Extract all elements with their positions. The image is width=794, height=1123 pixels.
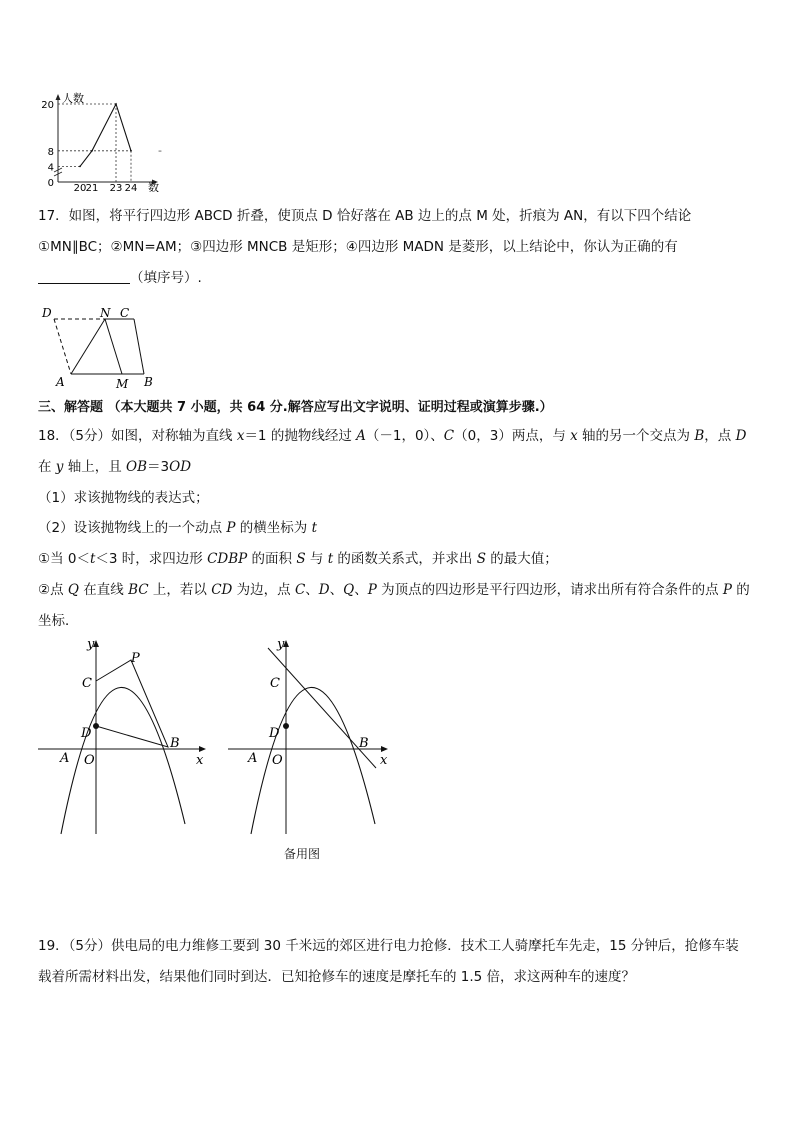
svg-text:A: A bbox=[248, 751, 258, 766]
label-B: B bbox=[144, 375, 153, 389]
chart-ylabel: 人数 bbox=[62, 92, 84, 105]
q18-line2: 在 y 轴上，且 OB＝3OD bbox=[38, 459, 192, 475]
q18-sub2-line2: 坐标． bbox=[38, 613, 79, 629]
label-M: M bbox=[116, 377, 129, 391]
section-title: 三、解答题 （本大题共 7 小题，共 64 分.解答应写出文字说明、证明过程或演算步骤.） bbox=[38, 400, 553, 415]
chart-y-tick: 4 bbox=[47, 162, 54, 174]
svg-text:P: P bbox=[131, 651, 140, 666]
chart-point bbox=[130, 150, 132, 152]
label-N: N bbox=[100, 306, 111, 320]
svg-text:O: O bbox=[84, 753, 95, 768]
chart-xlabel: 数 bbox=[148, 181, 159, 192]
q18-part1: （1）求该抛物线的表达式； bbox=[38, 490, 209, 506]
q19-line2: 载着所需材料出发，结果他们同时到达．已知抢修车的速度是摩托车的 1.5 倍，求这两种车的速度？ bbox=[38, 969, 636, 985]
svg-text:D: D bbox=[81, 726, 92, 741]
q18-part2: （2）设该抛物线上的一个动点 P 的横坐标为 t bbox=[38, 520, 318, 536]
chart-x-tick: 23 bbox=[109, 183, 123, 192]
q17-parallelogram-figure bbox=[36, 300, 166, 392]
q18-sub1: ①当 0＜t＜3 时，求四边形 CDBP 的面积 S 与 t 的函数关系式，并求出 S 的最大值； bbox=[38, 551, 558, 567]
chart-series-line bbox=[80, 104, 131, 166]
top-line-chart bbox=[36, 92, 166, 192]
chart-x-tick: 24 bbox=[124, 183, 138, 192]
chart-stray-mark: - bbox=[158, 144, 162, 157]
q18-line1: 18．（5分）如图，对称轴为直线 x＝1 的抛物线经过 A（－1，0）、C（0，3）两点，与 x 轴的另一个交点为 B，点 D bbox=[38, 428, 747, 444]
q17-line3-suffix: （填序号）. bbox=[130, 270, 202, 286]
label-C: C bbox=[120, 306, 130, 320]
q18-sub2: ②点 Q 在直线 BC 上，若以 CD 为边，点 C、D、Q、P 为顶点的四边形是平行四边形，请求出所有符合条件的点 P 的 bbox=[38, 582, 750, 598]
svg-text:O: O bbox=[272, 753, 283, 768]
chart-x-tick: 21 bbox=[85, 183, 99, 192]
q19-line1: 19．（5分）供电局的电力维修工要到 30 千米远的郊区进行电力抢修．技术工人骑摩托车先走，15 分钟后，抢修车装 bbox=[38, 938, 739, 954]
figure-caption: 备用图 bbox=[284, 847, 321, 861]
svg-text:B: B bbox=[170, 736, 180, 751]
answer-blank[interactable] bbox=[38, 269, 130, 284]
svg-text:y: y bbox=[277, 638, 285, 652]
chart-y-tick: 8 bbox=[47, 146, 54, 158]
chart-point bbox=[115, 103, 117, 105]
svg-text:B: B bbox=[359, 736, 369, 751]
svg-text:C: C bbox=[82, 676, 92, 691]
q17-line1: 17．如图，将平行四边形 ABCD 折叠，使顶点 D 恰好落在 AB 边上的点 M 处，折痕为 AN，有以下四个结论 bbox=[38, 208, 692, 224]
svg-text:x: x bbox=[196, 753, 204, 768]
svg-text:D: D bbox=[269, 726, 280, 741]
label-A: A bbox=[56, 375, 65, 389]
chart-x-tick: 20 bbox=[73, 183, 87, 192]
svg-text:C: C bbox=[270, 676, 280, 691]
svg-text:A: A bbox=[60, 751, 70, 766]
q17-line2: ①MN∥BC；②MN=AM；③四边形 MNCB 是矩形；④四边形 MADN 是菱形，以上结论中，你认为正确的有 bbox=[38, 239, 678, 255]
q18-figure-main bbox=[34, 638, 214, 840]
chart-point bbox=[79, 166, 81, 168]
chart-y-tick: 0 bbox=[47, 178, 54, 189]
q18-figure-backup bbox=[224, 638, 404, 840]
q17-line3 bbox=[38, 268, 202, 288]
chart-y-tick: 20 bbox=[41, 100, 54, 111]
svg-text:x: x bbox=[380, 753, 388, 768]
svg-text:y: y bbox=[87, 638, 95, 652]
chart-point bbox=[91, 150, 93, 152]
label-D: D bbox=[42, 306, 52, 320]
